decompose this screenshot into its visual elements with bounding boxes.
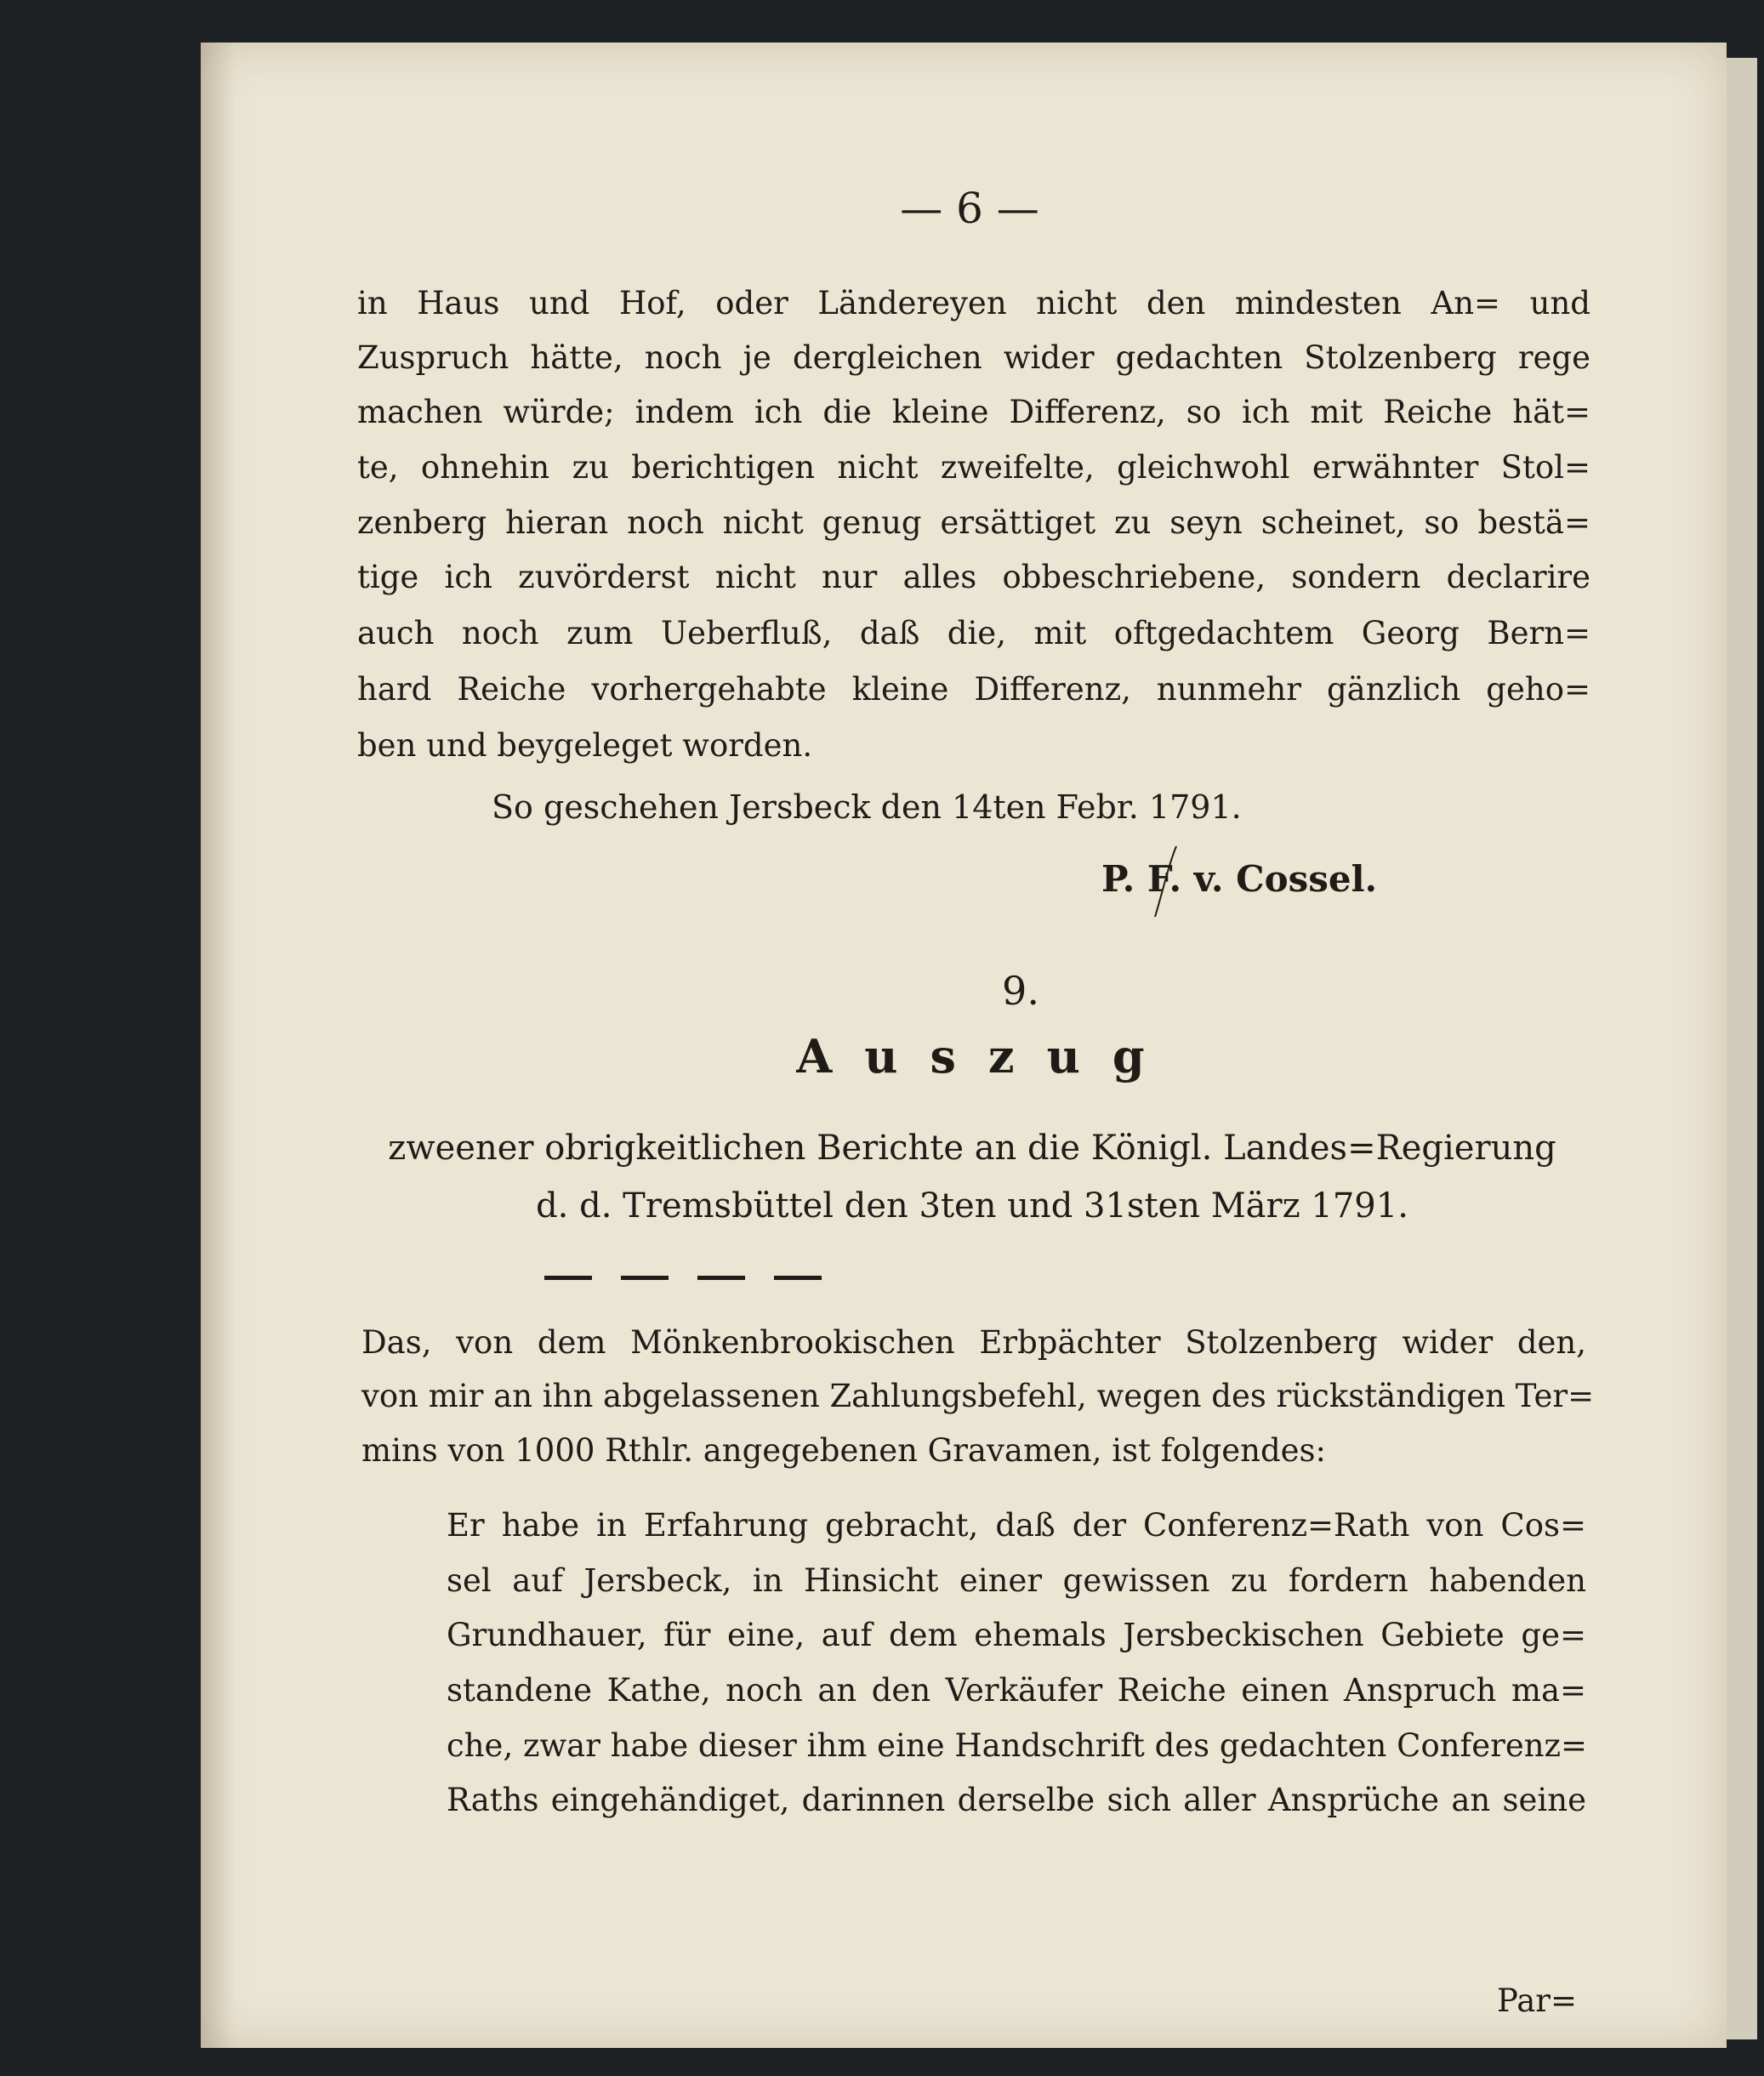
section-number: 9. bbox=[1002, 968, 1039, 1014]
body-line: che, zwar habe dieser ihm eine Handschrift des gedachten Conferenz= bbox=[447, 1727, 1588, 1764]
continuation-line: zenberg hieran noch nicht genug ersättiget zu seyn scheinet, so bestä= bbox=[357, 504, 1590, 541]
continuation-line: Zuspruch hätte, noch je dergleichen wider gedachten Stolzenberg rege bbox=[357, 339, 1590, 376]
body-line: Grundhauer, für eine, auf dem ehemals Jersbeckischen Gebiete ge= bbox=[447, 1617, 1586, 1653]
body-line: von mir an ihn abgelassenen Zahlungsbefehl, wegen des rückständigen Ter= bbox=[361, 1378, 1595, 1414]
continuation-line: auch noch zum Ueberfluß, daß die, mit oftgedachtem Georg Bern= bbox=[357, 615, 1590, 651]
gutter-shadow bbox=[201, 43, 235, 2048]
continuation-line: ben und beygeleget worden. bbox=[357, 727, 813, 764]
continuation-line: in Haus und Hof, oder Ländereyen nicht den mindesten An= und bbox=[357, 285, 1590, 321]
page-number: — 6 — bbox=[900, 184, 1039, 233]
continuation-line: hard Reiche vorhergehabte kleine Differenz, nunmehr gänzlich geho= bbox=[357, 671, 1590, 708]
subheading-line: zweener obrigkeitlichen Berichte an die Königl. Landes=Regierung bbox=[388, 1129, 1556, 1168]
body-line: Raths eingehändiget, darinnen derselbe sich aller Ansprüche an seine bbox=[447, 1782, 1586, 1818]
continuation-line: machen würde; indem ich die kleine Differenz, so ich mit Reiche hät= bbox=[357, 394, 1590, 430]
continuation-line: tige ich zuvörderst nicht nur alles obbeschriebene, sondern declarire bbox=[357, 559, 1590, 595]
separator-dashes bbox=[544, 1276, 825, 1284]
subheading-line: d. d. Tremsbüttel den 3ten und 31sten März 1791. bbox=[536, 1186, 1408, 1226]
page-edge bbox=[1727, 58, 1757, 2039]
body-line: mins von 1000 Rthlr. angegebenen Gravamen, ist folgendes: bbox=[361, 1432, 1326, 1469]
section-heading: Auszug bbox=[796, 1029, 1177, 1084]
body-line: sel auf Jersbeck, in Hinsicht einer gewissen zu fordern habenden bbox=[447, 1562, 1586, 1599]
continuation-line: te, ohnehin zu berichtigen nicht zweifelte, gleichwohl erwähnter Stol= bbox=[357, 449, 1590, 486]
catchword: Par= bbox=[1497, 1982, 1577, 2019]
dateline: So geschehen Jersbeck den 14ten Febr. 1791. bbox=[492, 788, 1242, 826]
body-line: standene Kathe, noch an den Verkäufer Reiche einen Anspruch ma= bbox=[447, 1672, 1586, 1709]
body-line: Das, von dem Mönkenbrookischen Erbpächter Stolzenberg wider den, bbox=[361, 1324, 1586, 1361]
body-line: Er habe in Erfahrung gebracht, daß der Conferenz=Rath von Cos= bbox=[447, 1507, 1586, 1544]
signature: P. F. v. Cossel. bbox=[1101, 858, 1378, 900]
